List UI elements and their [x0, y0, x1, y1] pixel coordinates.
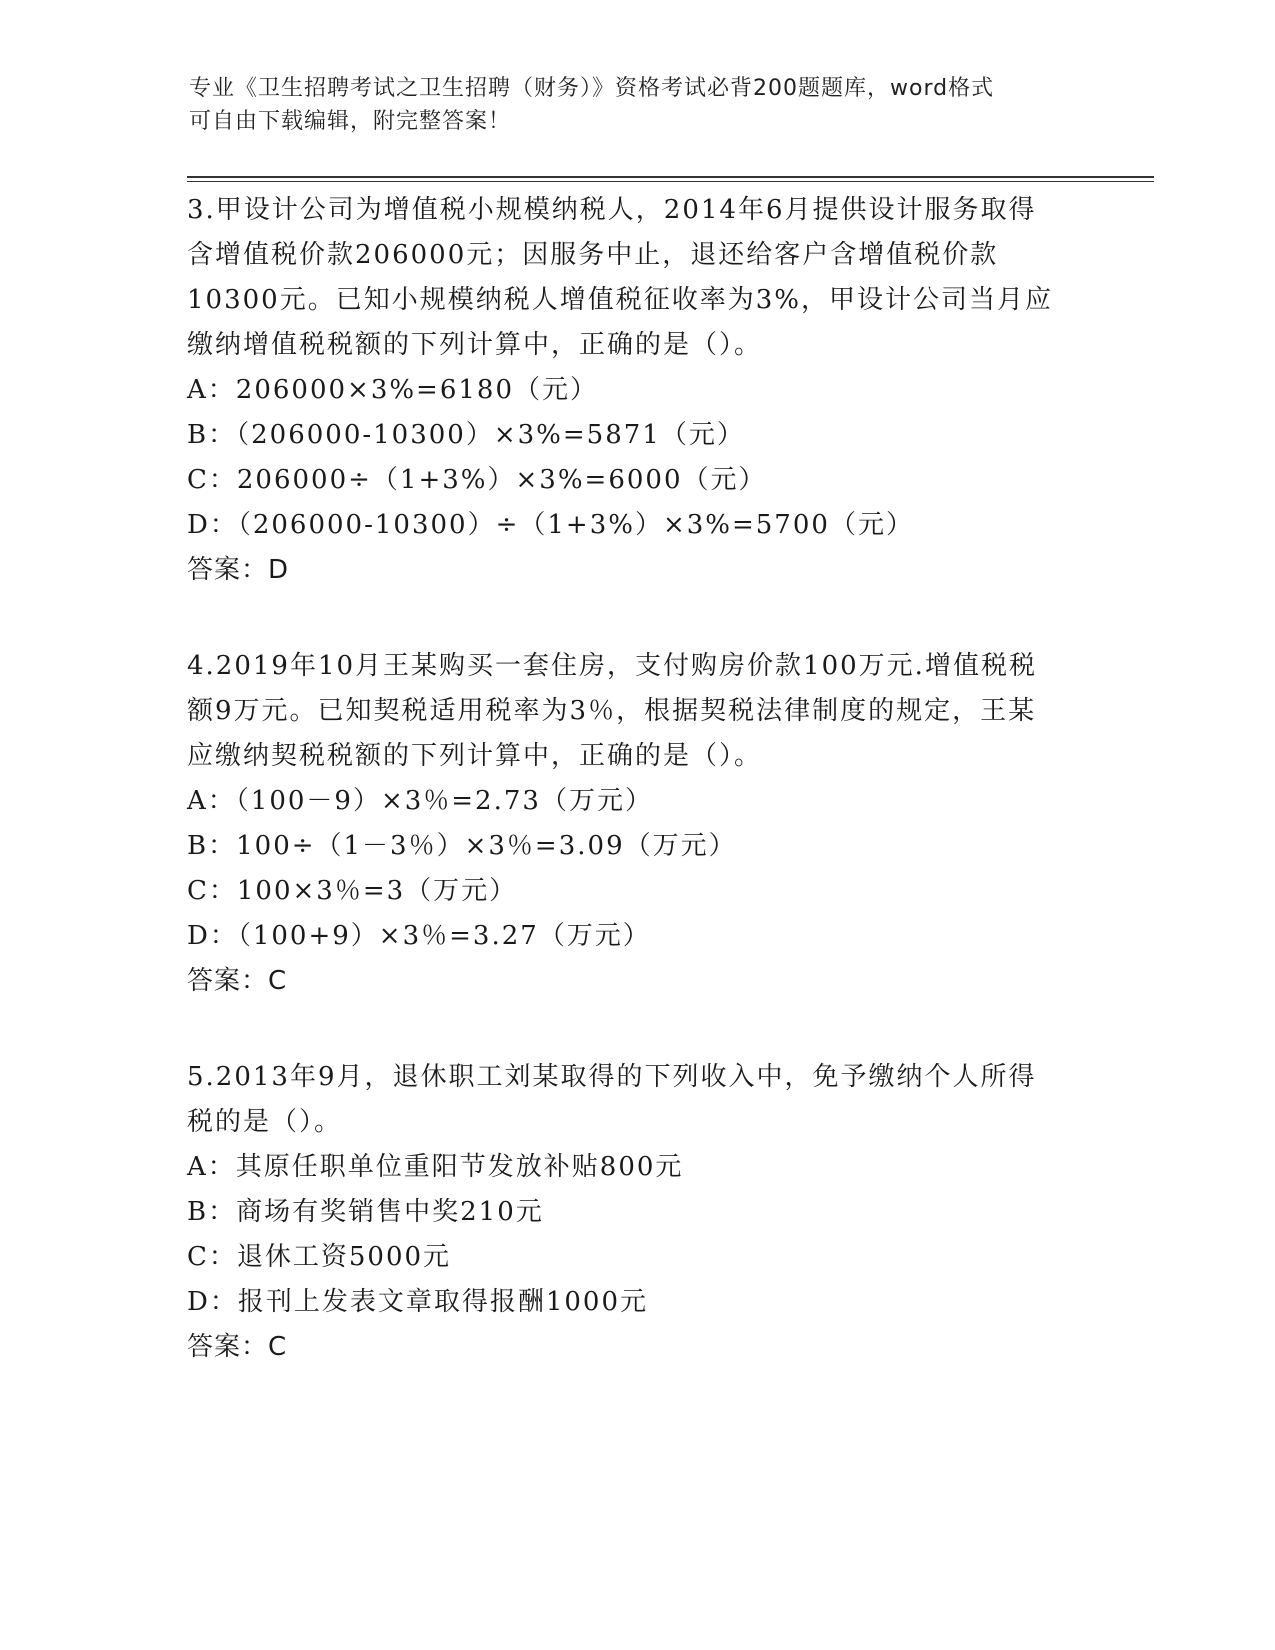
- question-stem-line: 3.甲设计公司为增值税小规模纳税人，2014年6月提供设计服务取得: [187, 195, 1037, 225]
- question-3: [187, 188, 1087, 593]
- option-b: B：商场有奖销售中奖210元: [187, 1197, 544, 1227]
- option-c: C：100×3％=3（万元）: [187, 876, 518, 906]
- header-line-2: 可自由下载编辑，附完整答案！: [189, 109, 512, 134]
- answer-line: 答案：C: [187, 1332, 288, 1362]
- question-stem-line: 5.2013年9月，退休职工刘某取得的下列收入中，免予缴纳个人所得: [187, 1062, 1037, 1092]
- option-d: D：报刊上发表文章取得报酬1000元: [187, 1287, 649, 1317]
- option-a: A：（100－9）×3％=2.73（万元）: [187, 786, 653, 816]
- answer-line: 答案：D: [187, 555, 290, 585]
- question-stem-line: 额9万元。已知契税适用税率为3％，根据契税法律制度的规定，王某: [187, 696, 1037, 726]
- question-stem-line: 缴纳增值税税额的下列计算中，正确的是（）。: [187, 330, 763, 360]
- option-c: C：206000÷（1+3%）×3%=6000（元）: [187, 465, 767, 495]
- option-b: B：100÷（1－3％）×3％=3.09（万元）: [187, 831, 737, 861]
- question-stem-line: 含增值税价款206000元；因服务中止，退还给客户含增值税价款: [187, 240, 999, 270]
- header-divider: [187, 176, 1154, 182]
- option-d: D：（206000-10300）÷（1+3%）×3%=5700（元）: [187, 510, 914, 540]
- option-a: A：206000×3%=6180（元）: [187, 375, 599, 405]
- question-stem-line: 税的是（）。: [187, 1107, 343, 1137]
- option-a: A：其原任职单位重阳节发放补贴800元: [187, 1152, 684, 1182]
- option-c: C：退休工资5000元: [187, 1242, 452, 1272]
- question-4: [187, 644, 1087, 1004]
- question-stem-line: 4.2019年10月王某购买一套住房，支付购房价款100万元.增值税税: [187, 651, 1037, 681]
- option-b: B：（206000-10300）×3%=5871（元）: [187, 420, 745, 450]
- question-stem-line: 10300元。已知小规模纳税人增值税征收率为3%，甲设计公司当月应: [187, 285, 1053, 315]
- option-d: D：（100+9）×3％=3.27（万元）: [187, 921, 651, 951]
- page-header: [189, 72, 1089, 138]
- question-stem-line: 应缴纳契税税额的下列计算中，正确的是（）。: [187, 741, 763, 771]
- header-line-1: 专业《卫生招聘考试之卫生招聘（财务）》资格考试必背200题题库，word格式: [189, 76, 995, 101]
- question-5: [187, 1055, 1087, 1370]
- answer-line: 答案：C: [187, 966, 288, 996]
